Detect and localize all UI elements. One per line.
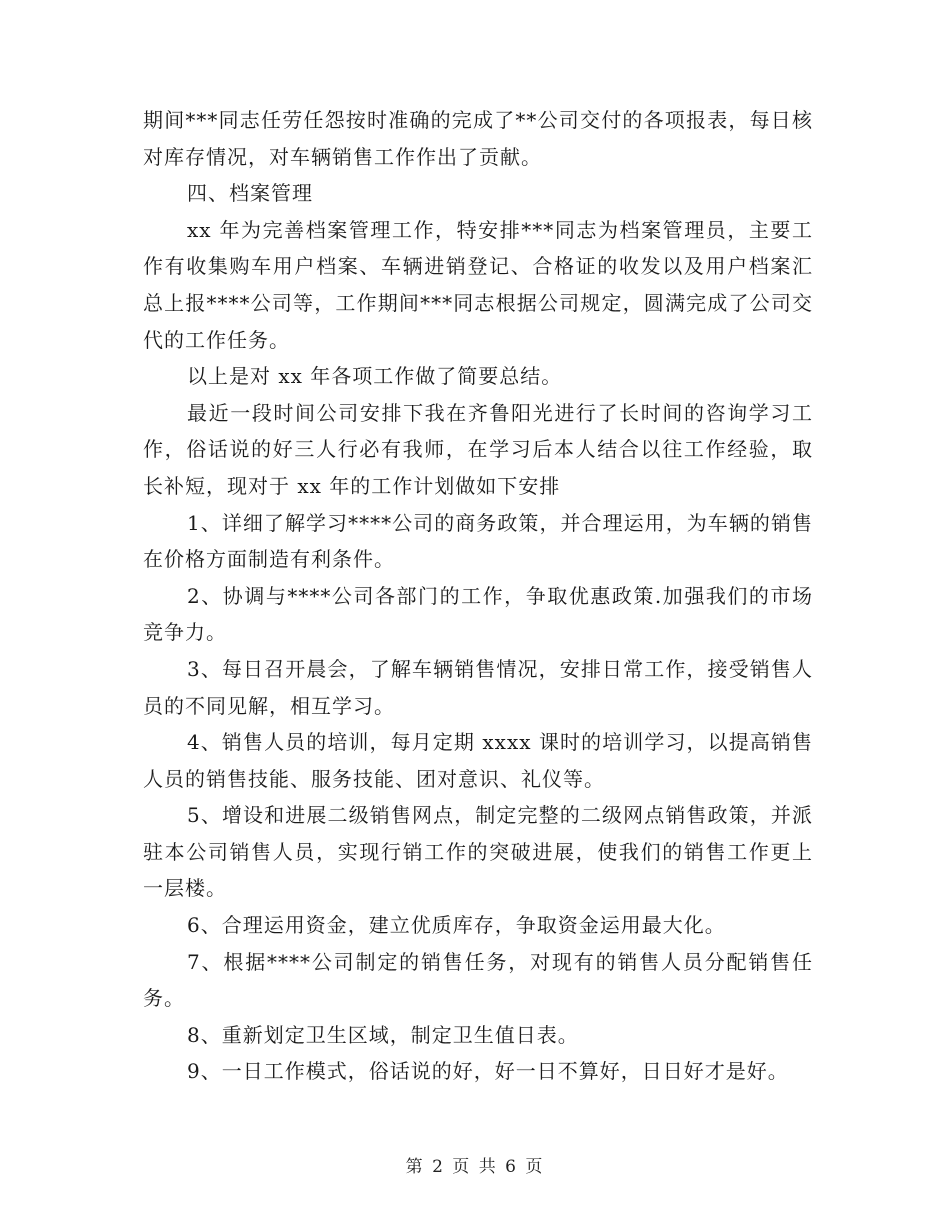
plan-item-4: 4、销售人员的培训，每月定期 xxxx 课时的培训学习，以提高销售人员的销售技能、服务技能、团对意识、礼仪等。 [143, 730, 813, 791]
paragraph-summary: 以上是对 xx 年各项工作做了简要总结。 [187, 364, 563, 389]
plan-item-8: 8、重新划定卫生区域，制定卫生值日表。 [187, 1022, 579, 1047]
document-body [143, 102, 813, 1090]
plan-item-5: 5、增设和进展二级销售网点，制定完整的二级网点销售政策，并派驻本公司销售人员，实现行销工作的突破进展，使我们的销售工作更上一层楼。 [143, 803, 813, 901]
section-heading-archive-management: 四、档案管理 [187, 181, 313, 206]
paragraph-continuation: 期间***同志任劳任怨按时准确的完成了**公司交付的各项报表，每日核对库存情况，对车辆销售工作作出了贡献。 [143, 108, 813, 169]
plan-item-6: 6、合理运用资金，建立优质库存，争取资金运用最大化。 [187, 913, 726, 938]
paragraph-archive-management: xx 年为完善档案管理工作，特安排***同志为档案管理员，主要工作有收集购车用户档案、车辆进销登记、合格证的收发以及用户档案汇总上报****公司等，工作期间***同志根据公司规定，圆满完成了公司交代的工作任务。 [143, 217, 813, 352]
plan-item-3: 3、每日召开晨会，了解车辆销售情况，安排日常工作，接受销售人员的不同见解，相互学习。 [143, 656, 813, 718]
plan-item-7: 7、根据****公司制定的销售任务，对现有的销售人员分配销售任务。 [143, 949, 813, 1011]
paragraph-plan-intro: 最近一段时间公司安排下我在齐鲁阳光进行了长时间的咨询学习工作，俗话说的好三人行必有我师，在学习后本人结合以往工作经验，取长补短，现对于 xx 年的工作计划做如下安排 [143, 400, 813, 498]
page-number-footer: 第 2 页 共 6 页 [405, 1157, 545, 1177]
plan-item-9: 9、一日工作模式，俗话说的好，好一日不算好，日日好才是好。 [187, 1059, 789, 1084]
plan-item-1: 1、详细了解学习****公司的商务政策，并合理运用，为车辆的销售在价格方面制造有利条件。 [143, 510, 813, 572]
plan-item-2: 2、协调与****公司各部门的工作，争取优惠政策.加强我们的市场竞争力。 [143, 583, 813, 645]
